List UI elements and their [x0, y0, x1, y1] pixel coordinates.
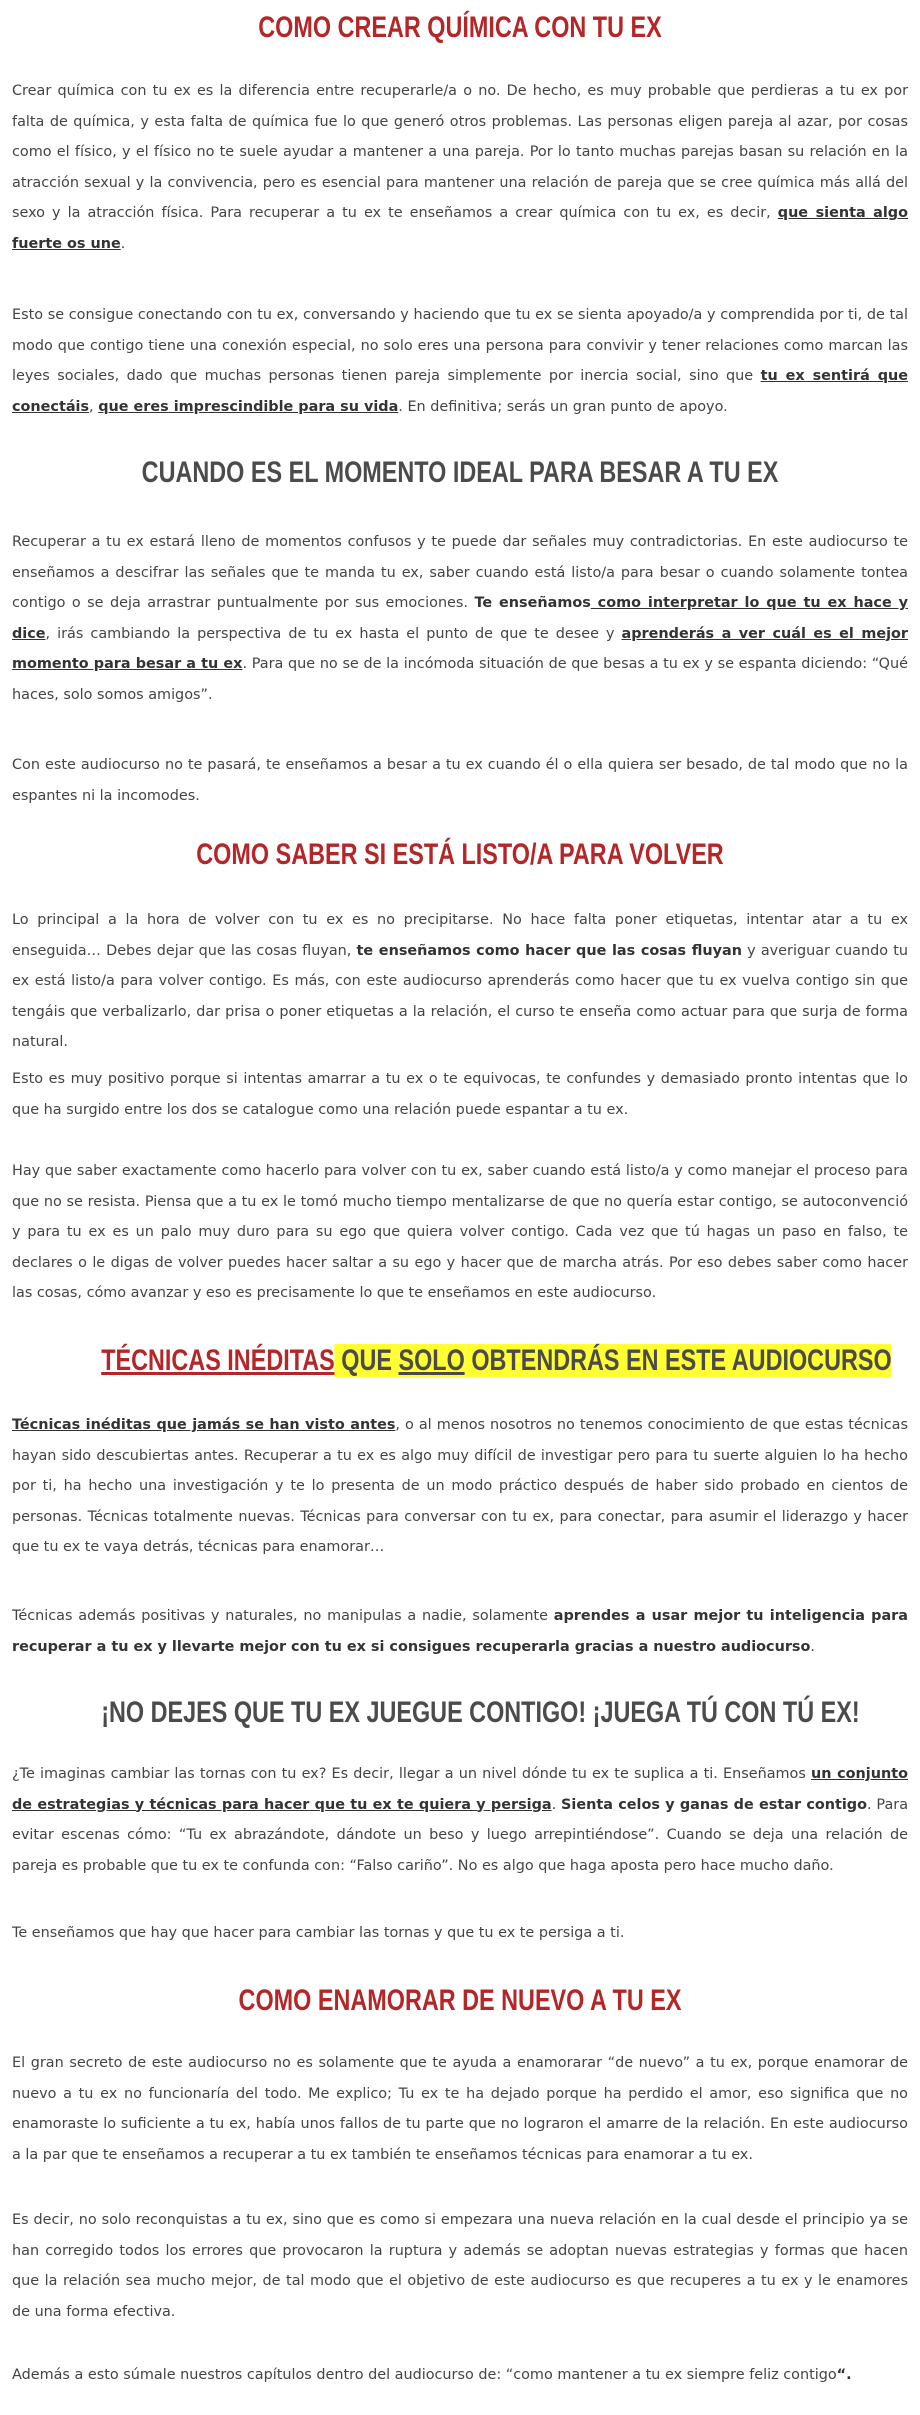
paragraph: Te enseñamos que hay que hacer para cambiar las tornas y que tu ex te persiga a ti. [12, 1925, 625, 1941]
emphasis-link: que sienta algo fuerte os une [12, 205, 908, 252]
emphasis-link: como interpretar lo que tu ex hace y dice [12, 595, 908, 642]
heading-crear-quimica: COMO CREAR QUÍMICA CON TU EX [258, 11, 662, 44]
emphasis: te enseñamos como hacer que las cosas fluyan [356, 942, 742, 959]
paragraph: Crear química con tu ex es la diferencia entre recuperarle/a o no. De hecho, es muy probable que perdieras a tu ex por falta de química, y esta falta de química fue lo que generó otros problemas. Las personas eligen pareja al azar, por cosas como el físico, y el físico no te suele ayudar a mantener a una pareja. Por lo tanto muchas parejas basan su relación en la atracción sexual y la convivencia, pero es esencial para mantener una relación de pareja que se cree química más allá del sexo y la atracción física. Para recuperar a tu ex te enseñamos a crear química con tu ex, es decir, que sienta algo fuerte os une. [12, 83, 908, 252]
heading-momento-ideal-besar: CUANDO ES EL MOMENTO IDEAL PARA BESAR A TU EX [141, 456, 779, 489]
emphasis: “. [836, 2367, 852, 2383]
paragraph: Lo principal a la hora de volver con tu ex es no precipitarse. No hace falta poner etiquetas, intentar atar a tu ex enseguida… Debes dejar que las cosas fluyan, te enseñamos como hacer que las cosas fluyan y averiguar cuando tu ex está listo/a para volver contigo. Es más, con este audiocurso aprenderás como hacer que tu ex vuelva contigo sin que tengáis que verbalizarlo, dar prisa o poner etiquetas a la relación, el curso te enseña como actuar para que surja de forma natural. [12, 912, 908, 1050]
paragraph: Recuperar a tu ex estará lleno de momentos confusos y te puede dar señales muy contradictorias. En este audiocurso te enseñamos a descifrar las señales que te manda tu ex, saber cuando está listo/a para besar o cuando solamente tontea contigo o se deja arrastrar puntualmente por sus emociones. Te enseñamos como interpretar lo que tu ex hace y dice, irás cambiando la perspectiva de tu ex hasta el punto de que te desee y aprenderás a ver cuál es el mejor momento para besar a tu ex. Para que no se de la incómoda situación de que besas a tu ex y se espanta diciendo: “Qué haces, solo somos amigos”. [12, 534, 908, 703]
paragraph: El gran secreto de este audiocurso no es solamente que te ayuda a enamorarar “de nuevo” a tu ex, porque enamorar de nuevo a tu ex no funcionaría del todo. Me explico; Tu ex te ha dejado porque ha perdido el amor, eso significa que no enamoraste lo suficiente a tu ex, había unos fallos de tu parte que no lograron el amarre de la relación. En este audiocurso a la par que te enseñamos a recuperar a tu ex también te enseñamos técnicas para enamorar a tu ex. [12, 2055, 908, 2163]
heading-tecnicas-ineditas: TÉCNICAS INÉDITAS QUE SOLO OBTENDRÁS EN ESTE AUDIOCURSO [101, 1344, 892, 1377]
emphasis-link: que eres imprescindible para su vida [98, 398, 399, 415]
paragraph: Es decir, no solo reconquistas a tu ex, sino que es como si empezara una nueva relación en la cual desde el principio ya se han corregido todos los errores que provocaron la ruptura y además se adoptan nuevas estrategias y formas que hacen que la relación sea mucho mejor, de tal modo que el objetivo de este audiocurso es que recuperes a tu ex y le enamores de una forma efectiva. [12, 2212, 908, 2320]
paragraph: Técnicas inéditas que jamás se han visto antes, o al menos nosotros no tenemos conocimiento de que estas técnicas hayan sido descubiertas antes. Recuperar a tu ex es algo muy difícil de investigar pero para tu suerte alguien lo ha hecho por ti, ha hecho una investigación y te lo presenta de un modo práctico después de haber sido probado en cientos de personas. Técnicas totalmente nuevas. Técnicas para conversar con tu ex, para conectar, para asumir el liderazgo y hacer que tu ex te vaya detrás, técnicas para enamorar… [12, 1417, 908, 1555]
paragraph: Hay que saber exactamente como hacerlo para volver con tu ex, saber cuando está listo/a y como manejar el proceso para que no se resista. Piensa que a tu ex le tomó mucho tiempo mentalizarse de que no quería estar contigo, se autoconvenció y para tu ex es un palo muy duro para su ego que quiera volver contigo. Cada vez que tú hagas un paso en falso, te declares o le digas de volver puedes hacer saltar a su ego y hacer que de marcha atrás. Por eso debes saber como hacer las cosas, cómo avanzar y eso es precisamente lo que te enseñamos en este audiocurso. [12, 1163, 908, 1301]
emphasis-link: un conjunto de estrategias y técnicas para hacer que tu ex te quiera y persiga [12, 1766, 908, 1813]
emphasis-link: aprenderás a ver cuál es el mejor momento para besar a tu ex [12, 625, 908, 672]
emphasis-link: Técnicas inéditas que jamás se han visto antes [12, 1417, 396, 1433]
paragraph: Con este audiocurso no te pasará, te enseñamos a besar a tu ex cuando él o ella quiera ser besado, de tal modo que no la espantes ni la incomodes. [12, 757, 908, 804]
heading-enamorar-de-nuevo: COMO ENAMORAR DE NUEVO A TU EX [238, 1984, 682, 2017]
heading-no-dejes-que-juegue: ¡NO DEJES QUE TU EX JUEGUE CONTIGO! ¡JUEGA TÚ CON TÚ EX! [101, 1696, 860, 1729]
heading-listo-para-volver: COMO SABER SI ESTÁ LISTO/A PARA VOLVER [196, 838, 724, 871]
emphasis: Te enseñamos [474, 595, 591, 611]
emphasis: Sienta celos y ganas de estar contigo [561, 1796, 867, 1813]
paragraph: Técnicas además positivas y naturales, no manipulas a nadie, solamente aprendes a usar mejor tu inteligencia para recuperar a tu ex y llevarte mejor con tu ex si consigues recuperarla gracias a nuestro audiocurso. [12, 1608, 908, 1655]
emphasis-link: tu ex sentirá que conectáis [12, 368, 908, 415]
paragraph: Esto se consigue conectando con tu ex, conversando y haciendo que tu ex se sienta apoyado/a y comprendida por ti, de tal modo que contigo tiene una conexión especial, no solo eres una persona para convivir y tener relaciones como marcan las leyes sociales, dado que muchas personas tienen pareja simplemente por inercia social, sino que tu ex sentirá que conectáis, que eres imprescindible para su vida. En definitiva; serás un gran punto de apoyo. [12, 307, 908, 415]
paragraph: Esto es muy positivo porque si intentas amarrar a tu ex o te equivocas, te confundes y demasiado pronto intentas que lo que ha surgido entre los dos se catalogue como una relación puede espantar a tu ex. [12, 1071, 908, 1118]
paragraph: Además a esto súmale nuestros capítulos dentro del audiocurso de: “como mantener a tu ex siempre feliz contigo“. [12, 2367, 852, 2383]
emphasis: aprendes a usar mejor tu inteligencia para recuperar a tu ex y llevarte mejor con tu ex si consigues recuperarla gracias a nuestro audiocurso [12, 1608, 908, 1655]
paragraph: ¿Te imaginas cambiar las tornas con tu ex? Es decir, llegar a un nivel dónde tu ex te suplica a ti. Enseñamos un conjunto de estrategias y técnicas para hacer que tu ex te quiera y persiga. Sienta celos y ganas de estar contigo. Para evitar escenas cómo: “Tu ex abrazándote, dándote un beso y luego arrepintiéndose”. Cuando se deja una relación de pareja es probable que tu ex te confunda con: “Falso cariño”. No es algo que haga aposta pero hace mucho daño. [12, 1766, 909, 1874]
